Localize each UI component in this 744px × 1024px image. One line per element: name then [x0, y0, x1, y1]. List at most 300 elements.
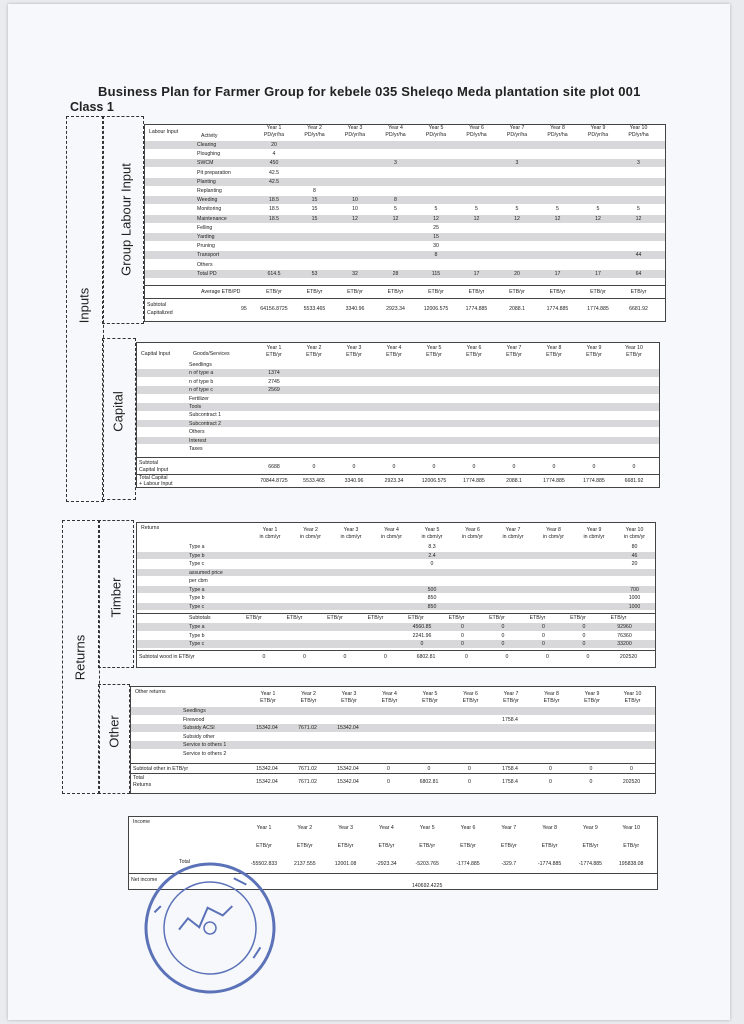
etb-unit-header: ETB/yr [529, 615, 546, 621]
unit-header: PD/yr/ha [304, 132, 325, 138]
capital-cell: 1374 [268, 370, 280, 377]
labour-cell: 8 [394, 197, 397, 204]
subtotal-label: Subtotal [147, 302, 167, 308]
timber-value-cell: 0 [461, 624, 464, 630]
shaded-row [145, 178, 665, 186]
etb-unit-header: ETB/yr [570, 615, 586, 621]
unit-header: ETB/yr [623, 843, 640, 849]
unit-header: ETB/yr [266, 352, 282, 358]
timber-label: Timber [108, 577, 124, 618]
year-header: Year 1 [266, 125, 282, 131]
shaded-row [137, 386, 659, 394]
unit-header: PD/yr/ha [385, 132, 406, 138]
subtotal-wood-cell: 0 [262, 654, 266, 660]
shaded-row [137, 403, 659, 411]
activity-label: Total PD [197, 270, 217, 277]
year-header: Year 2 [307, 125, 322, 131]
unit-header: ETB/yr [541, 843, 558, 849]
timber-value-cell: 0 [461, 641, 464, 647]
labour-cell: 3 [637, 160, 640, 167]
other-return-cell: 7671.02 [298, 725, 317, 732]
capitalized-cell: 64156.8725 [260, 306, 288, 312]
capital-total-cell: 1774.885 [463, 478, 485, 484]
income-total-cell: -1774.885 [456, 861, 480, 867]
goods-label: n of type b [189, 378, 214, 385]
timber-value-cell: 76360 [617, 632, 632, 639]
subtotal-other-cell: 0 [427, 766, 431, 772]
capitalized-cell: 1774.885 [546, 306, 569, 312]
activity-label: Replanting [197, 188, 222, 194]
timber-type-label: Type b [189, 632, 205, 639]
labour-cell: 42.5 [268, 169, 280, 176]
timber-value-cell: 0 [582, 641, 586, 647]
unit-header: in cbm/yr [542, 534, 565, 540]
capitalized-cell: 12006.575 [423, 306, 449, 312]
labour-cell: 25 [433, 224, 439, 231]
unit-header: ETB/yr [260, 698, 276, 704]
unit-header: ETB/yr [300, 698, 317, 704]
goods-label: n of type c [189, 387, 213, 394]
capital-total-cell: 6681.92 [624, 478, 644, 484]
subtotal-other-cell: 15342.04 [337, 766, 359, 772]
year-header: Year 10 [622, 825, 641, 831]
etb-unit-header: ETB/yr [489, 615, 505, 621]
labour-cell: 42.5 [268, 178, 280, 185]
subtotal-other-cell: 0 [549, 766, 552, 772]
unit-header: ETB/yr [341, 698, 357, 704]
year-header: Year 3 [338, 825, 353, 831]
goods-label: Others [189, 429, 205, 436]
unit-header: in cbm/yr [502, 534, 524, 540]
activity-label: Planting [197, 178, 216, 185]
unit-header: PD/yr/ha [344, 132, 366, 138]
subtotal-other-cell: 0 [589, 766, 593, 772]
class-label: Class 1 [70, 100, 114, 114]
labour-cell: 20 [514, 270, 520, 277]
activity-header: Activity [201, 133, 218, 139]
capitalized-cell: 5533.465 [303, 306, 326, 312]
other-return-label: Subsidy ACSI [183, 725, 215, 732]
labour-cell: 5 [394, 206, 397, 213]
row-divider [137, 457, 659, 458]
other-return-label: Subsidy other [183, 733, 215, 740]
unit-header: ETB/yr [503, 698, 519, 704]
labour-cell: 10 [352, 197, 358, 204]
timber-value-cell: 0 [461, 632, 464, 639]
capitalized-cell: 2923.34 [386, 306, 405, 312]
year-header: Year 2 [306, 345, 322, 351]
labour-cell: 20 [271, 142, 277, 148]
year-header: Year 6 [463, 691, 478, 697]
labour-cell: 30 [433, 243, 439, 250]
returns-corner-label: Returns [141, 525, 160, 531]
year-header: Year 3 [341, 691, 357, 697]
unit-header: ETB/yr [584, 698, 600, 704]
total-returns-cell: 0 [468, 779, 471, 785]
year-header: Year 7 [503, 691, 519, 697]
labour-cell: 17 [595, 270, 601, 277]
year-header: Year 8 [546, 527, 561, 533]
year-header: Year 10 [625, 527, 644, 533]
shaded-row [137, 603, 655, 611]
capital-total-cell: 5533.465 [303, 478, 325, 484]
total-capital-label: Total Capital [139, 475, 168, 481]
unit-header: ETB/yr [422, 698, 438, 704]
capital-input-label: Capital Input [139, 467, 169, 473]
year-header: Year 7 [509, 125, 525, 131]
etb-unit-header: ETB/yr [266, 289, 282, 295]
subtotal-wood-cell: 0 [586, 654, 590, 660]
subtotal-other-cell: 0 [630, 766, 633, 772]
timber-type-label: Type c [189, 641, 205, 647]
labour-cell: 18.5 [268, 197, 280, 204]
timber-value-cell: 0 [582, 624, 586, 630]
income-corner-label: Income [133, 819, 151, 825]
labour-cell: 12 [352, 215, 358, 222]
capital-cell: 2569 [268, 387, 280, 394]
capitalized-cell: 1774.885 [587, 306, 609, 312]
year-header: Year 4 [382, 691, 397, 697]
row-divider [137, 474, 659, 475]
year-header: Year 3 [347, 125, 363, 131]
unit-header: ETB/yr [582, 843, 599, 849]
total-returns-cell: 1758.4 [502, 779, 518, 785]
total-returns-cell: 6802.81 [419, 779, 439, 785]
timber-returns-table [136, 522, 656, 668]
other-return-cell: 15342.04 [256, 725, 278, 732]
capital-subtotal-cell: 6688 [268, 464, 280, 470]
year-header: Year 7 [505, 527, 521, 533]
capital-total-cell: 3340.96 [344, 478, 364, 484]
goods-label: n of type a [189, 370, 214, 377]
unit-header: ETB/yr [506, 352, 522, 358]
unit-header: ETB/yr [624, 698, 641, 704]
goods-label: Seedlings [189, 362, 212, 368]
capitalized-cell: 2088.1 [509, 306, 525, 312]
labour-cell: 17 [554, 270, 561, 277]
subtotal-other-cell: 7671.02 [298, 766, 317, 772]
timber-value-cell: 0 [542, 624, 545, 630]
timber-value-cell: 92960 [617, 624, 632, 630]
activity-label: Clearing [197, 142, 217, 148]
other-return-cell: 1758.4 [502, 716, 518, 723]
year-header: Year 8 [542, 825, 557, 831]
goods-label: Subcontract 2 [189, 420, 222, 427]
unit-header: ETB/yr [626, 352, 642, 358]
total-returns-cell: 0 [387, 779, 390, 785]
year-header: Year 5 [426, 345, 442, 351]
income-total-cell: 195838.08 [618, 861, 644, 867]
subtotal-wood-cell: 0 [303, 654, 306, 660]
row-divider [131, 763, 655, 764]
timber-value-cell: 0 [542, 641, 545, 647]
official-stamp [140, 858, 280, 998]
year-header: Year 4 [386, 345, 402, 351]
unit-header: PD/yr/ha [628, 132, 649, 138]
unit-header: ETB/yr [546, 352, 562, 358]
unit-header: in cbm/yr [380, 534, 403, 540]
timber-type-label: Type a [189, 624, 205, 630]
capital-subtotal-cell: 0 [352, 464, 356, 470]
capital-total-cell: 70844.8725 [260, 478, 288, 484]
unit-header: PD/yr/ha [425, 132, 447, 138]
income-total-cell: -329.7 [501, 861, 517, 867]
shaded-row [145, 233, 665, 241]
page-title: Business Plan for Farmer Group for kebele 035 Sheleqo Meda plantation site plot 001 [98, 84, 641, 99]
capital-subtotal-cell: 0 [512, 464, 516, 470]
subtotal-other-cell: 0 [468, 766, 471, 772]
income-total-cell: 2137.555 [293, 861, 316, 867]
returns-label: Returns [133, 782, 152, 788]
timber-cell: 850 [427, 595, 437, 601]
subtotal-wood-cell: 0 [505, 654, 509, 660]
other-label: Other [106, 715, 122, 748]
other-return-cell: 15342.04 [337, 725, 359, 732]
labour-cell: 53 [311, 270, 318, 277]
unit-header: ETB/yr [426, 352, 442, 358]
other-returns-table [130, 686, 656, 794]
net-income-label: Net income [131, 877, 158, 883]
capital-total-cell: 2088.1 [506, 478, 522, 484]
timber-type-label: Type c [189, 561, 205, 567]
labour-cell: 3 [394, 160, 397, 167]
year-header: Year 1 [266, 345, 282, 351]
labour-cell: 18.5 [268, 215, 280, 222]
activity-label: Monitoring [197, 206, 222, 213]
year-header: Year 9 [584, 691, 600, 697]
timber-cell: 700 [630, 586, 639, 593]
capital-total-cell: 12006.575 [421, 478, 447, 484]
etb-unit-header: ETB/yr [630, 289, 647, 295]
unit-header: in cbm/yr [461, 534, 484, 540]
labour-cell: 5 [434, 206, 438, 213]
labour-cell: 12 [392, 215, 399, 222]
unit-header: ETB/yr [462, 698, 479, 704]
subtotal-wood-label: Subtotal wood in ETB/yr [139, 654, 195, 660]
unit-header: in cbm/yr [623, 534, 646, 540]
capital-subtotal-cell: 0 [312, 464, 316, 470]
labour-cell: 28 [392, 270, 399, 277]
total-returns-cell: 202520 [622, 779, 641, 785]
unit-header: ETB/yr [466, 352, 482, 358]
shaded-row [137, 552, 655, 560]
labour-cell: 44 [635, 252, 642, 259]
year-header: Year 9 [586, 527, 602, 533]
subtotal-wood-cell: 0 [343, 654, 347, 660]
goods-label: Taxes [189, 446, 203, 452]
timber-type-label: Type b [189, 552, 205, 559]
timber-cell: 0 [430, 561, 434, 567]
unit-header: ETB/yr [543, 698, 560, 704]
etb-unit-header: ETB/yr [306, 289, 323, 295]
activity-label: Felling [197, 224, 213, 231]
year-header: Year 2 [303, 527, 318, 533]
year-header: Year 6 [466, 345, 482, 351]
etb-unit-header: ETB/yr [448, 615, 465, 621]
goods-label: Subcontract 1 [189, 412, 222, 419]
average-value: 95 [241, 306, 247, 312]
year-header: Year 8 [544, 691, 559, 697]
other-return-label: Service to others 2 [183, 751, 227, 757]
labour-cell: 5 [475, 206, 478, 213]
timber-cell: 1000 [628, 595, 641, 601]
timber-value-cell: 33200 [617, 641, 632, 647]
capital-subtotal-cell: 0 [472, 464, 476, 470]
unit-header: in cbm/yr [259, 534, 281, 540]
subtotal-other-cell: 0 [387, 766, 390, 772]
timber-cell: 500 [427, 586, 437, 593]
timber-value-cell: 0 [542, 632, 545, 639]
unit-header: ETB/yr [381, 698, 398, 704]
labour-cell: 12 [595, 215, 601, 222]
row-divider [131, 773, 655, 774]
capital-subtotal-cell: 0 [392, 464, 396, 470]
total-returns-cell: 0 [549, 779, 552, 785]
total-returns-cell: 7671.02 [298, 779, 317, 785]
labour-cell: 4 [272, 151, 276, 158]
year-header: Year 7 [506, 345, 522, 351]
unit-header: in cbm/yr [583, 534, 605, 540]
year-header: Year 1 [260, 691, 276, 697]
labour-cell: 5 [515, 206, 519, 213]
year-header: Year 1 [256, 825, 272, 831]
unit-header: PD/yr/ha [466, 132, 487, 138]
unit-header: in cbm/yr [299, 534, 322, 540]
shaded-row [145, 141, 665, 149]
unit-header: in cbm/yr [340, 534, 362, 540]
capital-input-table [136, 342, 660, 488]
year-header: Year 9 [586, 345, 602, 351]
year-header: Year 5 [419, 825, 435, 831]
labour-cell: 17 [473, 270, 480, 277]
unit-header: ETB/yr [586, 352, 602, 358]
capital-subtotal-cell: 0 [632, 464, 636, 470]
labour-cell: 12 [554, 215, 561, 222]
timber-cell: 1000 [628, 603, 641, 610]
etb-unit-header: ETB/yr [367, 615, 384, 621]
year-header: Year 10 [623, 691, 642, 697]
unit-header: ETB/yr [386, 352, 402, 358]
other-return-label: Seedlings [183, 708, 206, 714]
etb-unit-header: ETB/yr [610, 615, 627, 621]
subtotal-wood-cell: 0 [465, 654, 468, 660]
income-total-cell: -1774.885 [578, 861, 603, 867]
labour-cell: 64 [635, 270, 642, 277]
activity-label: Weeding [197, 197, 218, 204]
row-divider [137, 650, 655, 651]
activity-label: Pruning [197, 243, 215, 250]
labour-cell: 15 [311, 206, 318, 213]
capital-total-cell: 2923.34 [384, 478, 404, 484]
shaded-row [145, 251, 665, 259]
shaded-row [137, 586, 655, 594]
year-header: Year 6 [465, 527, 480, 533]
labour-cell: 15 [311, 215, 318, 222]
year-header: Year 5 [422, 691, 438, 697]
timber-cell: 20 [631, 561, 638, 567]
year-header: Year 4 [378, 825, 394, 831]
timber-type-label: Type c [189, 603, 205, 610]
labour-cell: 12 [473, 215, 480, 222]
subtotals-label: Subtotals [189, 615, 211, 621]
income-total-cell: -1774.885 [537, 861, 562, 867]
income-total-cell: -5203.765 [415, 861, 439, 867]
row-divider [145, 298, 665, 299]
shaded-row [131, 707, 655, 715]
unit-header: PD/yr/ha [547, 132, 568, 138]
etb-unit-header: ETB/yr [468, 289, 485, 295]
labour-cell: 115 [431, 270, 441, 277]
subtotal-wood-cell: 6802.81 [416, 654, 436, 660]
labour-cell: 32 [352, 270, 358, 277]
activity-label: Maintenance [197, 215, 227, 222]
year-header: Year 3 [346, 345, 362, 351]
unit-header: ETB/yr [296, 843, 313, 849]
total-income-label: Total [179, 859, 190, 865]
timber-value-cell: 4560.85 [412, 624, 432, 630]
capitalized-cell: 1774.885 [465, 306, 488, 312]
year-header: Year 7 [501, 825, 517, 831]
capital-total-cell: 1774.885 [543, 478, 565, 484]
unit-header: ETB/yr [306, 352, 322, 358]
etb-unit-header: ETB/yr [408, 615, 424, 621]
timber-value-cell: 0 [501, 641, 505, 647]
timber-type-label: per cbm [189, 578, 208, 584]
total-returns-cell: 0 [589, 779, 593, 785]
year-header: Year 1 [262, 527, 278, 533]
activity-label: Others [197, 261, 213, 268]
unit-header: PD/yr/ha [263, 132, 285, 138]
activity-label: Ploughing [197, 151, 221, 158]
etb-unit-header: ETB/yr [509, 289, 525, 295]
year-header: Year 10 [629, 125, 648, 131]
subtotal-label: Subtotal [139, 460, 159, 466]
labour-cell: 12 [635, 215, 642, 222]
total-returns-cell: 15342.04 [337, 779, 359, 785]
year-header: Year 5 [428, 125, 444, 131]
year-header: Year 4 [384, 527, 399, 533]
timber-value-cell: 2241.96 [412, 632, 432, 639]
timber-value-cell: 0 [501, 624, 505, 630]
labour-cell: 12 [433, 215, 439, 222]
capital-label: Capital [110, 391, 126, 432]
inputs-label: Inputs [76, 287, 92, 324]
timber-cell: 8.3 [428, 544, 436, 550]
shaded-row [137, 437, 659, 445]
capital-subtotal-cell: 0 [552, 464, 556, 470]
income-total-cell: -55502.833 [250, 861, 278, 867]
capitalized-cell: 3340.96 [345, 306, 365, 312]
timber-cell: 80 [631, 544, 638, 550]
total-returns-cell: 15342.04 [256, 779, 278, 785]
timber-value-cell: 0 [582, 632, 586, 639]
labour-cell: 10 [352, 206, 358, 213]
subtotal-wood-cell: 202520 [619, 654, 638, 660]
subtotal-other-cell: 15342.04 [256, 766, 278, 772]
total-returns-label: Total [133, 775, 144, 781]
capitalized-cell: 6681.92 [629, 306, 648, 312]
etb-unit-header: ETB/yr [590, 289, 606, 295]
shaded-row [137, 369, 659, 377]
year-header: Year 9 [590, 125, 606, 131]
timber-cell: 2.4 [428, 552, 436, 559]
timber-type-label: assumed price [189, 569, 223, 576]
timber-cell: 850 [427, 603, 437, 610]
other-return-label: Firewood [183, 716, 205, 723]
etb-unit-header: ETB/yr [327, 615, 343, 621]
year-header: Year 6 [460, 825, 476, 831]
etb-unit-header: ETB/yr [246, 615, 262, 621]
